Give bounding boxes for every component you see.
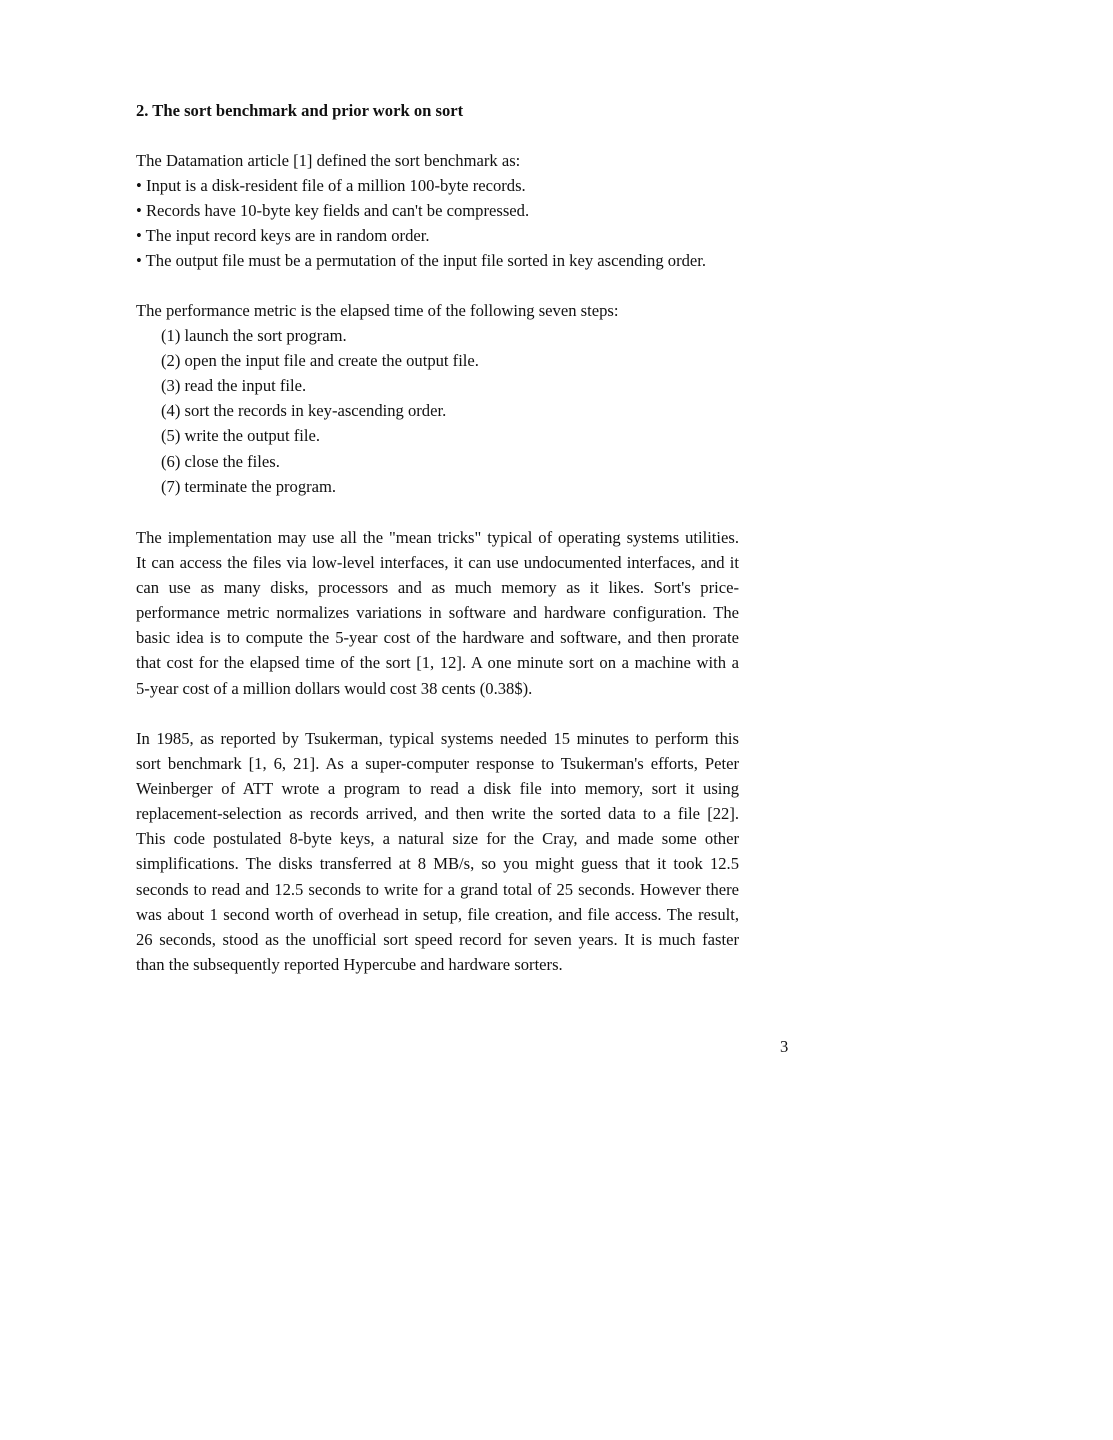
paragraph-line: can use as many disks, processors and as much memory as it likes. Sort's price- — [136, 578, 739, 598]
paragraph-line: The implementation may use all the "mean tricks" typical of operating systems utilities. — [136, 528, 739, 547]
intro-lead: The Datamation article [1] defined the sort benchmark as: — [136, 151, 521, 170]
page-number: 3 — [780, 1037, 789, 1056]
paragraph-line: replacement-selection as records arrived, and then write the sorted data to a file [22]. — [136, 804, 739, 824]
paragraph-line: sort benchmark [1, 6, 21]. As a super-computer response to Tsukerman's efforts, Peter — [136, 754, 739, 774]
step-item: (4) sort the records in key-ascending order. — [161, 401, 447, 421]
paragraph-line: seconds to read and 12.5 seconds to write for a grand total of 25 seconds. However there — [136, 879, 739, 899]
step-item: (7) terminate the program. — [161, 476, 337, 496]
step-item: (1) launch the sort program. — [161, 326, 347, 346]
paragraph-line: 5-year cost of a million dollars would cost 38 cents (0.38$). — [136, 678, 533, 698]
section-heading: 2. The sort benchmark and prior work on sort — [136, 101, 464, 120]
paragraph-line: 26 seconds, stood as the unofficial sort speed record for seven years. It is much faster — [136, 929, 739, 949]
metric-lead: The performance metric is the elapsed time of the following seven steps: — [136, 301, 619, 320]
bullet-item: • The output file must be a permutation of the input file sorted in key ascending order. — [136, 251, 707, 271]
paragraph-line: This code postulated 8-byte keys, a natural size for the Cray, and made some other — [136, 829, 739, 849]
step-item: (5) write the output file. — [161, 426, 320, 446]
paragraph-line: was about 1 second worth of overhead in setup, file creation, and file access. The result, — [136, 904, 739, 924]
performance-metric-steps — [136, 298, 739, 499]
paragraph-line: It can access the files via low-level interfaces, it can use undocumented interfaces, and it — [136, 553, 739, 573]
paragraph-implementation — [136, 525, 739, 701]
paragraph-line: performance metric normalizes variations in software and hardware configuration. The — [136, 603, 739, 623]
paragraph-line: In 1985, as reported by Tsukerman, typical systems needed 15 minutes to perform this — [136, 729, 739, 748]
step-item: (6) close the files. — [161, 451, 280, 471]
paragraph-line: Weinberger of ATT wrote a program to read a disk file into memory, sort it using — [136, 779, 739, 799]
bullet-item: • Input is a disk-resident file of a million 100-byte records. — [136, 176, 526, 196]
benchmark-definition — [136, 148, 739, 273]
paragraph-line: basic idea is to compute the 5-year cost of the hardware and software, and then prorate — [136, 628, 739, 648]
step-item: (2) open the input file and create the output file. — [161, 351, 479, 371]
bullet-item: • Records have 10-byte key fields and can't be compressed. — [136, 201, 530, 221]
step-item: (3) read the input file. — [161, 376, 307, 396]
paragraph-line: that cost for the elapsed time of the sort [1, 12]. A one minute sort on a machine with a — [136, 653, 739, 673]
paragraph-line: than the subsequently reported Hypercube and hardware sorters. — [136, 954, 563, 974]
paragraph-history — [136, 726, 739, 977]
paragraph-line: simplifications. The disks transferred at 8 MB/s, so you might guess that it took 12.5 — [136, 854, 739, 874]
bullet-item: • The input record keys are in random order. — [136, 226, 430, 246]
